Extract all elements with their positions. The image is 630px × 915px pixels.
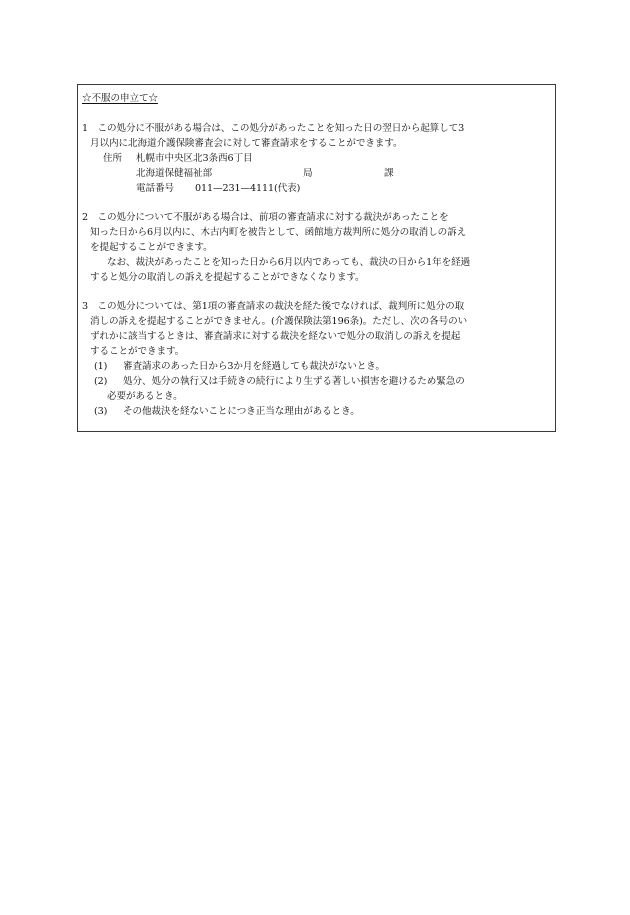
subitem3-number: (3) xyxy=(94,406,108,417)
item3-line1: 3 この処分については、第1項の審査請求の裁決を経た後でなければ、裁判所に処分の取 xyxy=(82,301,465,312)
address-value: 札幌市中央区北3条西6丁目 xyxy=(136,153,253,164)
notice-title: ☆不服の申立て☆ xyxy=(82,93,158,104)
office-name: 北海道保健福祉部 xyxy=(136,168,212,179)
item2-line3: を提起することができます。 xyxy=(90,242,213,253)
phone-label: 電話番号 xyxy=(136,183,174,194)
section-label: 課 xyxy=(384,168,394,179)
subitem1-number: (1) xyxy=(94,361,108,372)
item2-line5: すると処分の取消しの訴えを提起することができなくなります。 xyxy=(90,272,365,283)
subitem2-text: 処分、処分の執行又は手続きの続行により生ずる著しい損害を避けるため緊急の xyxy=(123,376,465,387)
address-label: 住所 xyxy=(103,153,122,164)
phone-value: 011—231—4111(代表) xyxy=(195,183,301,194)
item1-line2: 月以内に北海道介護保険審査会に対して審査請求をすることができます。 xyxy=(90,138,403,149)
subitem3-text: その他裁決を経ないことにつき正当な理由があるとき。 xyxy=(123,406,360,417)
item2-line1: 2 この処分について不服がある場合は、前項の審査請求に対する裁決があったことを xyxy=(82,212,449,223)
item2-line2: 知った日から6月以内に、木古内町を被告として、函館地方裁判所に処分の取消しの訴え xyxy=(90,227,467,238)
item2-line4: なお、裁決があったことを知った日から6月以内であっても、裁決の日から1年を経過 xyxy=(107,257,471,268)
subitem2-text-continued: 必要があるとき。 xyxy=(107,391,183,402)
bureau-label: 局 xyxy=(303,168,313,179)
objection-notice-box xyxy=(77,84,556,432)
subitem1-text: 審査請求のあった日から3か月を経過しても裁決がないとき。 xyxy=(123,361,385,372)
item3-line2: 消しの訴えを提起することができません。(介護保険法第196条)。ただし、次の各号のい xyxy=(90,316,468,327)
item3-line3: ずれかに該当するときは、審査請求に対する裁決を経ないで処分の取消しの訴えを提起 xyxy=(90,331,461,342)
item3-line4: することができます。 xyxy=(90,346,185,357)
subitem2-number: (2) xyxy=(94,376,108,387)
item1-line1: 1 この処分に不服がある場合は、この処分があったことを知った日の翌日から起算して3 xyxy=(82,123,465,134)
